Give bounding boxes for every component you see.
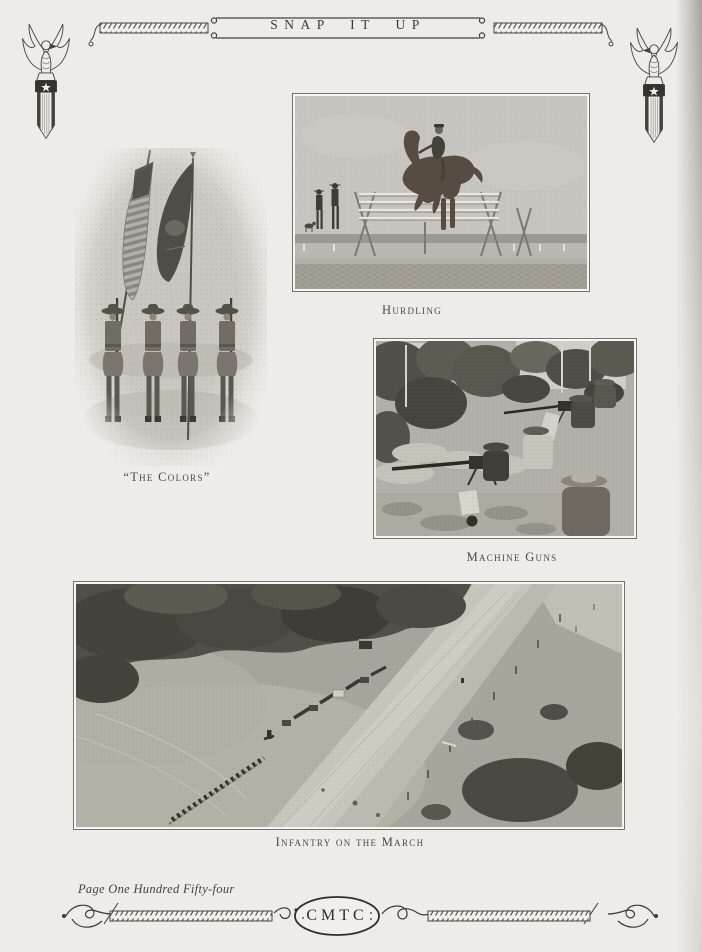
photo-infantry-on-the-march [73, 581, 625, 830]
scan-edge-shadow [676, 0, 702, 952]
cmtc-monogram: CMTC [306, 907, 368, 924]
page-title: SNAP IT UP [270, 17, 426, 32]
photo-machine-guns [373, 338, 637, 539]
caption-machine-guns: Machine Guns [466, 550, 558, 564]
page-number-label: Page One Hundred Fifty-four [78, 882, 235, 896]
photo-the-colors [75, 148, 267, 466]
caption-the-colors: “The Colors” [123, 470, 211, 484]
photo-hurdling [292, 93, 590, 292]
caption-infantry: Infantry on the March [275, 835, 425, 849]
eagle-on-sword-icon [14, 20, 78, 146]
caption-hurdling: Hurdling [382, 303, 442, 317]
